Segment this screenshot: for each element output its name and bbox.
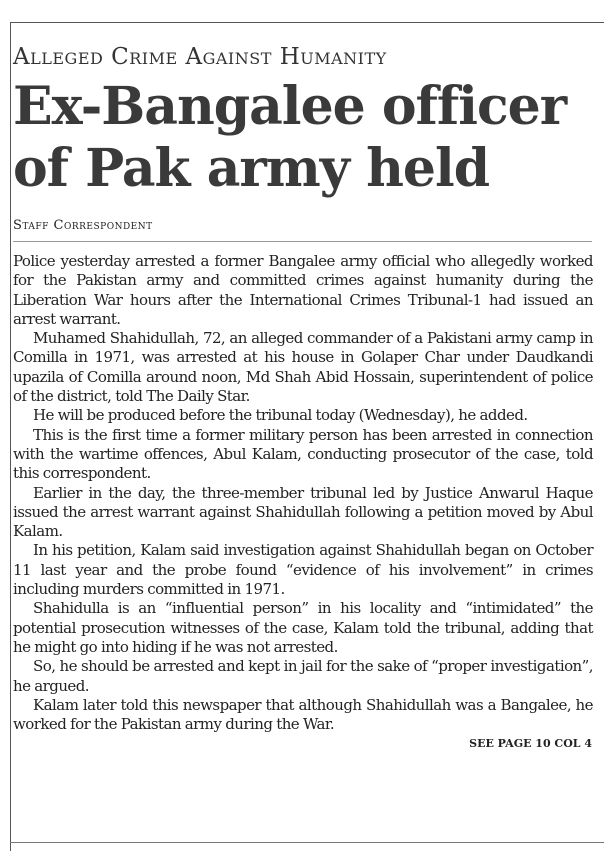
- headline-line: Ex-Bangalee officer: [13, 76, 567, 137]
- article-paragraph: Shahidulla is an “influential person” in his locality and “intimidated” the potential prosecution witnesses of the case, Kalam told the tribunal, adding that he might go into hiding if he was not arrested.: [13, 599, 593, 656]
- top-rule: [10, 22, 604, 23]
- article-paragraph: So, he should be arrested and kept in jail for the sake of “proper investigation”, he argued.: [13, 657, 593, 695]
- article-paragraph: Muhamed Shahidullah, 72, an alleged commander of a Pakistani army camp in Comilla in 1971, was arrested at his house in Golaper Char under Daudkandi upazila of Comilla around noon, Md Shah Abid Hossain, superintendent of police of the district, told The Daily Star.: [13, 329, 593, 406]
- article-paragraph: This is the first time a former military person has been arrested in connection with the wartime offences, Abul Kalam, conducting prosecutor of the case, told this correspondent.: [13, 425, 593, 483]
- bottom-rule: [10, 842, 604, 843]
- article-paragraph: In his petition, Kalam said investigation against Shahidullah began on October 11 last year and the probe found “evidence of his involvement” in crimes including murders committed in 1971.: [13, 541, 593, 599]
- article-body: [13, 252, 593, 734]
- headline-line: of Pak army held: [13, 138, 490, 199]
- article-paragraph: Earlier in the day, the three-member tribunal led by Justice Anwarul Haque issued the arrest warrant against Shahidullah following a petition moved by Abul Kalam.: [13, 483, 593, 541]
- news-article: [13, 42, 593, 750]
- article-paragraph: He will be produced before the tribunal today (Wednesday), he added.: [33, 406, 528, 425]
- article-headline: [13, 76, 593, 200]
- article-kicker: Alleged Crime Against Humanity: [13, 44, 387, 70]
- article-byline: Staff Correspondent: [13, 218, 592, 242]
- article-paragraph: Kalam later told this newspaper that although Shahidullah was a Bangalee, he worked for the Pakistan army during the War.: [13, 695, 593, 734]
- article-paragraph: Police yesterday arrested a former Bangalee army official who allegedly worked for the Pakistan army and committed crimes against humanity during the Liberation War hours after the International Crimes Tribunal-1 had issued an arrest warrant.: [13, 252, 593, 328]
- left-rule: [10, 22, 11, 851]
- continued-jump-line: SEE PAGE 10 COL 4: [469, 737, 592, 751]
